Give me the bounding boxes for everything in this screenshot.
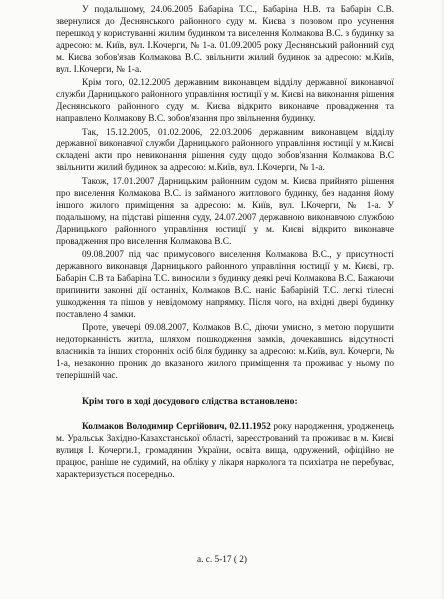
paragraph-enforcement-opened: Крім того, 02.12.2005 державним виконавцем відділу державної виконавчої служби Дарницького районного управління юстиції у м. Києві на виконання рішення Деснянського районного суду м. Києва відкрито виконавче провадження та направлено Колмакову В.С. зобов'язання про звільнення будинку.: [56, 78, 394, 125]
section-heading: Крім того в ході досудового слідства встановлено:: [82, 396, 298, 408]
paragraph-suspect-info: [56, 422, 394, 482]
paragraph-illegal-entry: Проте, увечері 09.08.2007, Колмаков В.С, діючи умисно, з метою порушити недоторканність житла, шляхом пошкодження замків, дочекавшись відсутності власників та інших сторонніх осіб біля будинку за адресою: м.Київ, вул. Кочерги, № 1-а, незаконно проник до вказаного жилого приміщення та проживає у ньому по теперішній час.: [56, 323, 394, 382]
paragraph-non-execution-acts: Так, 15.12.2005, 01.02.2006, 22.03.2006 державним виконавцем відділу державної виконавчої служби Дарницького районного управління юстиції у м.Києві складені акти про невиконання рішення суду щодо зобов'язання Колмакова В.С звільнити жилий будинок за адресою: м.Київ, вул. І.Кочерги, № 1-а.: [56, 127, 394, 174]
paragraph-eviction-decision: Також, 17.01.2007 Дарницьким районним судом м. Києва прийнято рішення про виселення Колмакова В.С. із займаного житлового будинку, без надання йому іншого жилого приміщення за адресою: м. Київ, вул. І.Кочерги, № 1-а. У подальшому, на підставі рішення суду, 24.07.2007 державною виконавчою службою Дарницького районного управління юстиції у м. Києві відкрито виконавче провадження про виселення Колмакова В.С.: [56, 176, 394, 247]
page-number: а. с. 5-17 ( 2): [196, 555, 248, 565]
suspect-details: року народження, уродженець м. Уральськ Західно-Казахстанської області, зареєстрований та проживає в м. Києві вулиця І. Кочерги.1, громадянин України, освіта вища, одружений, офіційно не працює, раніше не судимий, на обліку у лікаря нарколога та психіатра не перебуває, характеризується посередньо.: [56, 422, 394, 480]
scan-edge-shadow: [440, 0, 444, 599]
paragraph-forced-eviction: 09.08.2007 під час примусового виселення Колмакова В.С., у присутності державного виконавця Дарницького районного управління юстиції у м. Києві, гр. Бабарін С.В та Бабаріна Т.С. виносили з будинку деякі речі Колмакова В.С. Бажаючи припинити законні дії останніх, Колмаков В.С. наніс Бабаріній Т.С. легкі тілесні ушкодження та пішов у невідомому напрямку. Після чого, на вхідні двері будинку поставлено 4 замки.: [56, 250, 394, 320]
paragraph-lawsuit: У подальшому, 24.06.2005 Бабаріна Т.С., Бабаріна Н.В. та Бабарін С.В. звернулися до Деснянського районного суду м. Києва з позовом про усунення перешкод у користуванні жилим будинком та виселення Колмакова В.С. з будинку за адресою: м. Київ, вул. І.Кочерги, № 1-а. 01.09.2005 року Деснянський районний суд м. Києва зобов'язав Колмакова В.С. звільнити жилий будинок за адресою: м.Київ, вул. І.Кочерги, № 1-а.: [56, 5, 394, 75]
suspect-name-dob: Колмаков Володимир Сергійович, 02.11.1952: [82, 422, 271, 432]
